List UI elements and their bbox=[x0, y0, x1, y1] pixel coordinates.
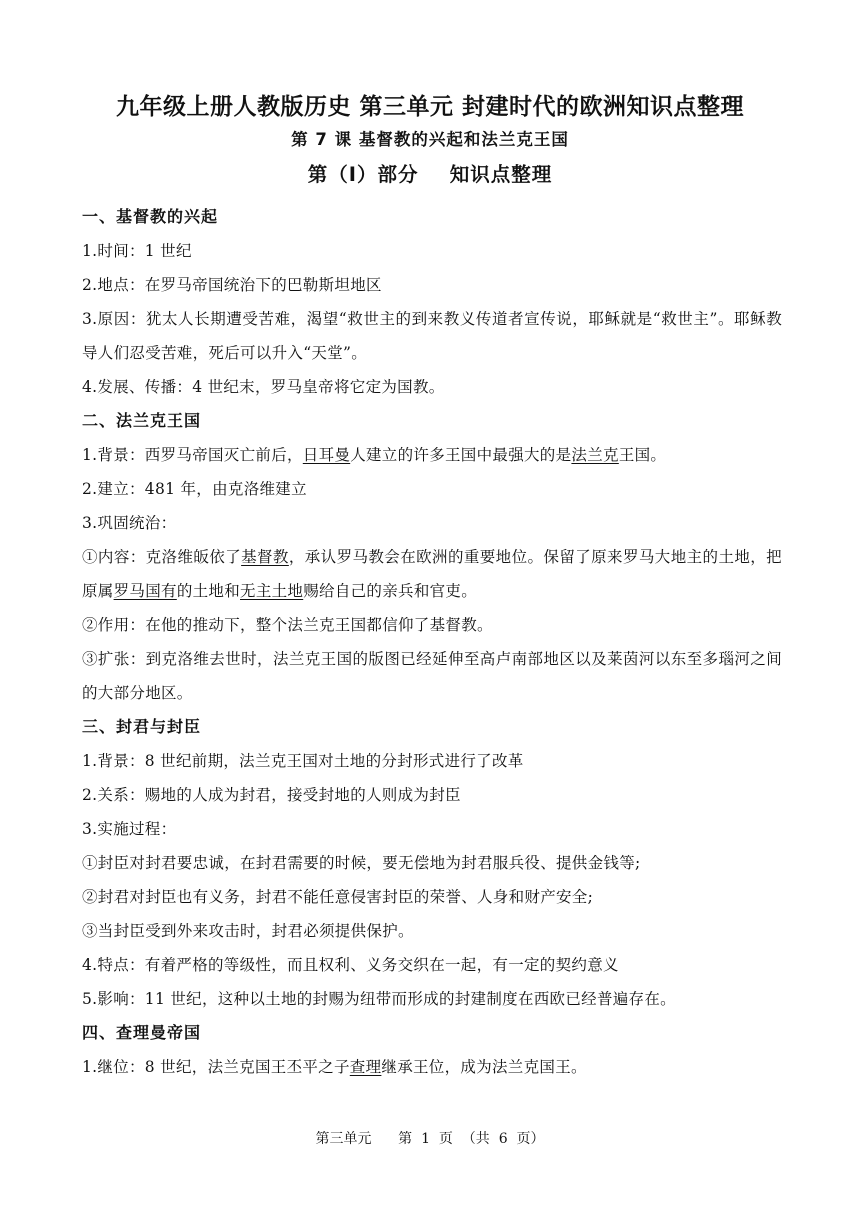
document-body bbox=[82, 200, 782, 1084]
paragraph: 3.实施过程： bbox=[82, 820, 177, 838]
paragraph bbox=[82, 438, 782, 472]
paragraph: 5.影响：11 世纪，这种以土地的封赐为纽带而形成的封建制度在西欧已经普遍存在。 bbox=[82, 990, 676, 1008]
paragraph: ②作用：在他的推动下，整个法兰克王国都信仰了基督教。 bbox=[82, 616, 493, 634]
paragraph bbox=[82, 540, 782, 608]
paragraph: 1.背景：8 世纪前期，法兰克王国对土地的分封形式进行了改革 bbox=[82, 752, 524, 770]
text-run: 继承王位，成为法兰克国王。 bbox=[381, 1058, 587, 1076]
lesson-title: 第 7 课 基督教的兴起和法兰克王国 bbox=[291, 130, 569, 149]
text-run: 赐给自己的亲兵和官吏。 bbox=[303, 582, 478, 600]
section-frankish-kingdom bbox=[82, 404, 782, 710]
paragraph: 3.巩固统治： bbox=[82, 514, 177, 532]
text-run: 王国。 bbox=[618, 446, 667, 464]
paragraph: 2.建立：481 年，由克洛维建立 bbox=[82, 480, 307, 498]
paragraph: ③扩张：到克洛维去世时，法兰克王国的版图已经延伸至高卢南部地区以及莱茵河以东至多瑙河之间的大部分地区。 bbox=[82, 650, 782, 702]
part-title: 第（Ⅰ）部分 知识点整理 bbox=[307, 163, 553, 186]
underlined-term: 查理 bbox=[349, 1058, 382, 1076]
section-heading: 二、法兰克王国 bbox=[82, 411, 202, 430]
underlined-term: 无主土地 bbox=[240, 582, 304, 600]
paragraph: 2.关系：赐地的人成为封君，接受封地的人则成为封臣 bbox=[82, 786, 461, 804]
paragraph: 4.发展、传播：4 世纪末，罗马皇帝将它定为国教。 bbox=[82, 378, 445, 396]
text-run: ，承认罗马教会在欧洲的重要地位。保留了原来罗马大地主的土地，把原属 bbox=[82, 548, 782, 600]
paragraph: 2.地点：在罗马帝国统治下的巴勒斯坦地区 bbox=[82, 276, 382, 294]
text-run: 的土地和 bbox=[176, 582, 241, 600]
document-title: 九年级上册人教版历史 第三单元 封建时代的欧洲知识点整理 bbox=[115, 94, 744, 120]
text-run: ①内容：克洛维皈依了 bbox=[82, 548, 242, 566]
text-run: 1.继位：8 世纪，法兰克国王丕平之子 bbox=[82, 1058, 350, 1076]
section-christianity bbox=[82, 200, 782, 404]
section-heading: 四、查理曼帝国 bbox=[82, 1023, 202, 1042]
paragraph bbox=[82, 1050, 782, 1084]
text-run: 1.背景：西罗马帝国灭亡前后， bbox=[82, 446, 303, 464]
paragraph: ②封君对封臣也有义务，封君不能任意侵害封臣的荣誉、人身和财产安全; bbox=[82, 888, 594, 906]
section-heading: 三、封君与封臣 bbox=[82, 717, 202, 736]
paragraph: 1.时间：1 世纪 bbox=[82, 242, 192, 260]
underlined-term: 基督教 bbox=[241, 548, 289, 566]
paragraph: 3.原因：犹太人长期遭受苦难，渴望“救世主的到来教义传道者宣传说，耶稣就是“救世主”。耶稣教导人们忍受苦难，死后可以升入“天堂”。 bbox=[82, 310, 782, 362]
section-heading: 一、基督教的兴起 bbox=[82, 207, 219, 226]
underlined-term: 罗马国有 bbox=[113, 582, 177, 600]
page-footer: 第三单元 第 1 页 （共 6 页） bbox=[315, 1131, 545, 1147]
paragraph: ①封臣对封君要忠诚，在封君需要的时候，要无偿地为封君服兵役、提供金钱等; bbox=[82, 854, 641, 872]
underlined-term: 日耳曼 bbox=[302, 446, 351, 464]
paragraph: ③当封臣受到外来攻击时，封君必须提供保护。 bbox=[82, 922, 414, 940]
paragraph: 4.特点：有着严格的等级性，而且权利、义务交织在一起，有一定的契约意义 bbox=[82, 956, 619, 974]
section-lords-and-vassals bbox=[82, 710, 782, 1016]
text-run: 人建立的许多王国中最强大的是 bbox=[350, 446, 572, 464]
underlined-term: 法兰克 bbox=[571, 446, 619, 464]
section-charlemagne-empire bbox=[82, 1016, 782, 1084]
